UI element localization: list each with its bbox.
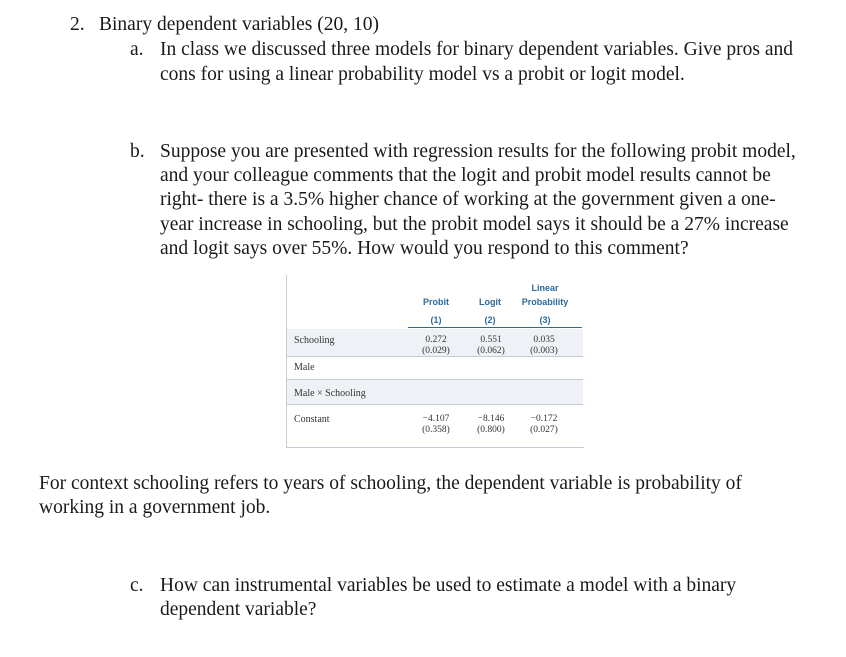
col-linear-name-1: Linear xyxy=(531,283,559,293)
row-label-schooling: Schooling xyxy=(294,335,335,346)
cell-constant-probit-coef: −4.107 xyxy=(422,414,450,424)
cell-schooling-probit-se: (0.029) xyxy=(422,346,450,356)
cell-schooling-linear-se: (0.003) xyxy=(530,346,558,356)
question-2-number: 2. xyxy=(70,14,85,35)
cell-constant-probit-se: (0.358) xyxy=(422,425,450,435)
col-linear-num: (3) xyxy=(539,315,551,325)
col-logit-num: (2) xyxy=(484,315,496,325)
col-probit-num: (1) xyxy=(430,315,442,325)
part-b-line-3: right- there is a 3.5% higher chance of working at the government given a one- xyxy=(160,189,776,210)
part-b-letter: b. xyxy=(130,141,145,162)
part-a-line-2: cons for using a linear probability model vs a probit or logit model. xyxy=(160,64,685,85)
cell-schooling-logit-coef: 0.551 xyxy=(480,335,502,345)
part-b-line-2: and your colleague comments that the logit and probit model results cannot be xyxy=(160,165,771,186)
cell-constant-logit-coef: −8.146 xyxy=(477,414,505,424)
context-line-2: working in a government job. xyxy=(39,497,271,518)
col-probit-name: Probit xyxy=(423,297,449,307)
cell-schooling-logit-se: (0.062) xyxy=(477,346,505,356)
cell-constant-linear-se: (0.027) xyxy=(530,425,558,435)
context-line-1: For context schooling refers to years of schooling, the dependent variable is probability of xyxy=(39,473,742,494)
part-c-line-1: How can instrumental variables be used to estimate a model with a binary xyxy=(160,575,737,596)
col-logit-name: Logit xyxy=(479,297,501,307)
row-separator xyxy=(287,404,583,405)
row-band-male xyxy=(287,357,583,379)
header-rule xyxy=(408,327,582,328)
cell-constant-linear-coef: −0.172 xyxy=(530,414,558,424)
question-2-title: Binary dependent variables (20, 10) xyxy=(99,14,379,35)
row-label-male-schooling: Male × Schooling xyxy=(294,388,366,399)
cell-schooling-linear-coef: 0.035 xyxy=(533,335,555,345)
part-b-line-1: Suppose you are presented with regression results for the following probit model, xyxy=(160,141,796,162)
col-linear-name-2: Probability xyxy=(521,297,569,307)
part-b-line-5: and logit says over 55%. How would you respond to this comment? xyxy=(160,238,689,259)
part-c-line-2: dependent variable? xyxy=(160,599,317,620)
part-b-line-4: year increase in schooling, but the probit model says it should be a 27% increase xyxy=(160,214,789,235)
part-a-letter: a. xyxy=(130,39,144,60)
part-c-letter: c. xyxy=(130,575,144,596)
row-label-male: Male xyxy=(294,362,315,373)
cell-constant-logit-se: (0.800) xyxy=(477,425,505,435)
cell-schooling-probit-coef: 0.272 xyxy=(425,335,447,345)
part-a-line-1: In class we discussed three models for binary dependent variables. Give pros and xyxy=(160,39,794,60)
row-label-constant: Constant xyxy=(294,414,330,425)
